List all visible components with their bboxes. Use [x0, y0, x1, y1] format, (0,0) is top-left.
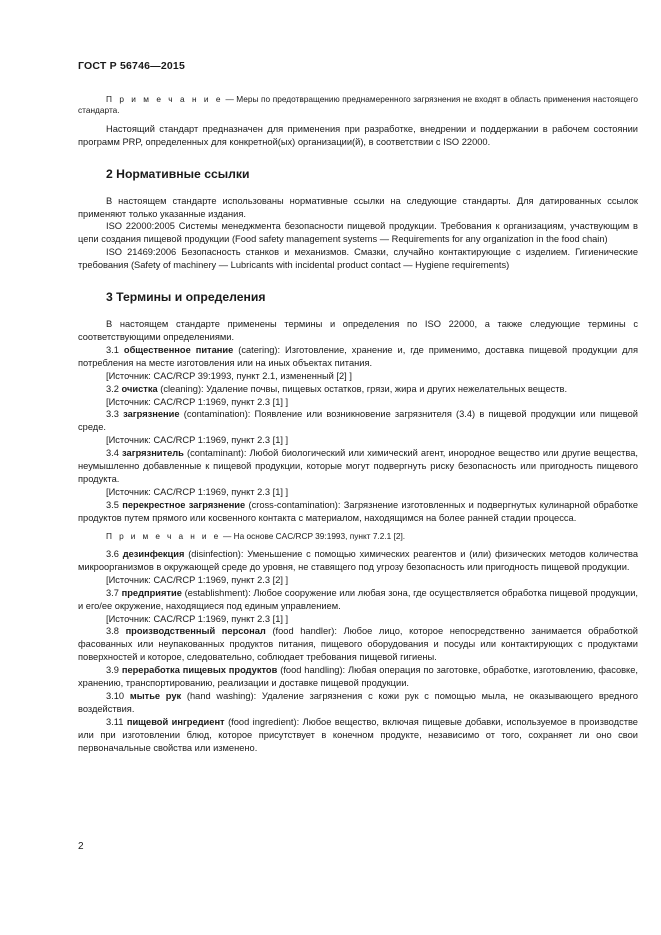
term-name: производственный персонал	[125, 626, 266, 637]
term-entry	[78, 625, 638, 664]
term-entry	[78, 664, 638, 690]
term-number: 3.6	[106, 548, 119, 559]
section-2-paragraph-1: В настоящем стандарте использованы нормативные ссылки на следующие стандарты. Для датированных ссылок применяют только указанные издания.	[78, 195, 638, 219]
term-name: пищевой ингредиент	[126, 716, 225, 727]
term-definition: (contamination): Появление или возникновение загрязнителя (3.4) в пищевой продукции или пищевой среде.	[78, 409, 639, 433]
term-definition: (cross-contamination): Загрязнение изготовленных и подвергнутых кулинарной обработке продуктов путем прямого или косвенного контакта с материалом, находящимся на более ранней стадии процесса.	[78, 499, 638, 523]
term-source: [Источник: CAC/RCP 1:1969, пункт 2.3 [2] ]	[106, 574, 289, 585]
term-definition: (hand washing): Удаление загрязнения с кожи рук с помощью мыла, не оказывающего вредного воздействия.	[78, 690, 638, 714]
term-entry	[78, 383, 638, 396]
term-name: мытье рук	[129, 690, 182, 701]
term-number: 3.10	[106, 690, 125, 701]
note-label: П р и м е ч а н и е	[106, 94, 223, 104]
section-3-heading: 3 Термины и определения	[106, 290, 266, 305]
term-entry	[78, 716, 638, 755]
term-source: [Источник: CAC/RCP 39:1993, пункт 2.1, измененный [2] ]	[106, 370, 352, 381]
term-number: 3.3	[106, 409, 119, 420]
term-entry	[78, 447, 638, 486]
term-definition: (disinfection): Уменьшение с помощью химических реагентов и (или) физических методов количества микроорганизмов в окружающей среде до уровня, не ставящего под угрозу безопасность или пригодность пищевой продукции.	[78, 548, 638, 572]
section-2-paragraph-3: ISO 21469:2006 Безопасность станков и механизмов. Смазки, случайно контактирующие с изделием. Гигиенические требования (Safety of machinery — Lubricants with incidental product contact — Hygiene requirements)	[78, 247, 638, 271]
term-entry	[78, 587, 638, 613]
term-definition: (catering): Изготовление, хранение и, где применимо, доставка пищевой продукции для потребления на месте изготовления или на иных объектах питания.	[78, 344, 638, 368]
term-source: [Источник: CAC/RCP 1:1969, пункт 2.3 [1] ]	[106, 435, 289, 446]
document-body	[78, 94, 638, 754]
term-number: 3.7	[106, 587, 119, 598]
term-name: очистка	[121, 383, 158, 394]
note-label: П р и м е ч а н и е	[106, 530, 221, 541]
term-note	[78, 531, 638, 542]
term-definition: (cleaning): Удаление почвы, пищевых остатков, грязи, жира и других нежелательных веществ.	[160, 383, 568, 394]
intro-note	[78, 94, 638, 117]
term-name: загрязнитель	[122, 448, 184, 459]
term-name: предприятие	[121, 587, 182, 598]
term-number: 3.5	[106, 499, 119, 510]
term-number: 3.11	[106, 716, 124, 727]
term-source: [Источник: CAC/RCP 1:1969, пункт 2.3 [1] ]	[106, 486, 289, 497]
term-definition: (food handler): Любое лицо, которое непосредственно занимается обработкой фасованных или неупакованных продуктов питания, пищевого оборудования и посуды или контактирующих с продуктами поверхностей и которое, следовательно, соблюдает требования пищевой гигиены.	[78, 626, 638, 663]
terms-list	[78, 344, 638, 755]
section-3-intro: В настоящем стандарте применены термины и определения по ISO 22000, а также следующие термины с соответствующими определениями.	[78, 319, 638, 342]
term-number: 3.8	[106, 626, 119, 637]
term-source: [Источник: CAC/RCP 1:1969, пункт 2.3 [1] ]	[106, 613, 289, 624]
page-number: 2	[78, 841, 84, 852]
term-definition: (establishment): Любое сооружение или любая зона, где осуществляется обработка пищевой продукции, и его/ее окружение, находящиеся под единым управлением.	[78, 587, 638, 611]
term-definition: (contaminant): Любой биологический или химический агент, инородное вещество или другие вещества, неумышленно добавленные к пищевой продукции, которые могут подвергнуть риску безопасность или пригодность пищевого продукта.	[78, 448, 638, 484]
term-number: 3.4	[106, 448, 119, 459]
term-entry	[78, 408, 638, 434]
term-definition: (food ingredient): Любое вещество, включая пищевые добавки, используемое в производстве или при изготовлении блюд, которое присутствует в конечном продукте, независимо от того, сохраняет ли оно свои первоначальные свойства или изменено.	[78, 716, 638, 753]
note-text: — Меры по предотвращению преднамеренного загрязнения не входят в область применения настоящего стандарта.	[78, 94, 638, 116]
intro-paragraph: Настоящий стандарт предназначен для применения при разработке, внедрении и поддержании в рабочем состоянии программ PRP, определенных для конкретной(ых) организации(й), в соответствии с ISO 22000.	[78, 123, 638, 147]
section-2-heading: 2 Нормативные ссылки	[106, 166, 250, 181]
term-name: общественное питание	[123, 344, 234, 355]
section-2-paragraph-2: ISO 22000:2005 Системы менеджмента безопасности пищевой продукции. Требования к организациям, участвующим в цепи создания пищевой продукции (Food safety management systems — Requirements for any organization in the food chain)	[78, 221, 638, 245]
term-number: 3.1	[106, 344, 119, 355]
term-number: 3.9	[106, 665, 119, 676]
term-number: 3.2	[106, 383, 119, 394]
standard-header: ГОСТ Р 56746—2015	[78, 60, 186, 72]
term-source: [Источник: CAC/RCP 1:1969, пункт 2.3 [1] ]	[106, 396, 289, 407]
term-name: переработка пищевых продуктов	[121, 665, 278, 676]
term-entry	[78, 690, 638, 716]
term-entry	[78, 548, 638, 574]
term-name: дезинфекция	[122, 548, 185, 559]
term-name: перекрестное загрязнение	[122, 499, 246, 510]
term-entry	[78, 499, 638, 525]
term-name: загрязнение	[123, 409, 180, 420]
term-entry	[78, 344, 638, 370]
note-text: — На основе CAC/RCP 39:1993, пункт 7.2.1 [2].	[222, 530, 406, 541]
term-definition: (food handling): Любая операция по заготовке, обработке, изготовлению, фасовке, хранению, транспортированию, реализации и доставке пищевой продукции.	[78, 665, 638, 689]
